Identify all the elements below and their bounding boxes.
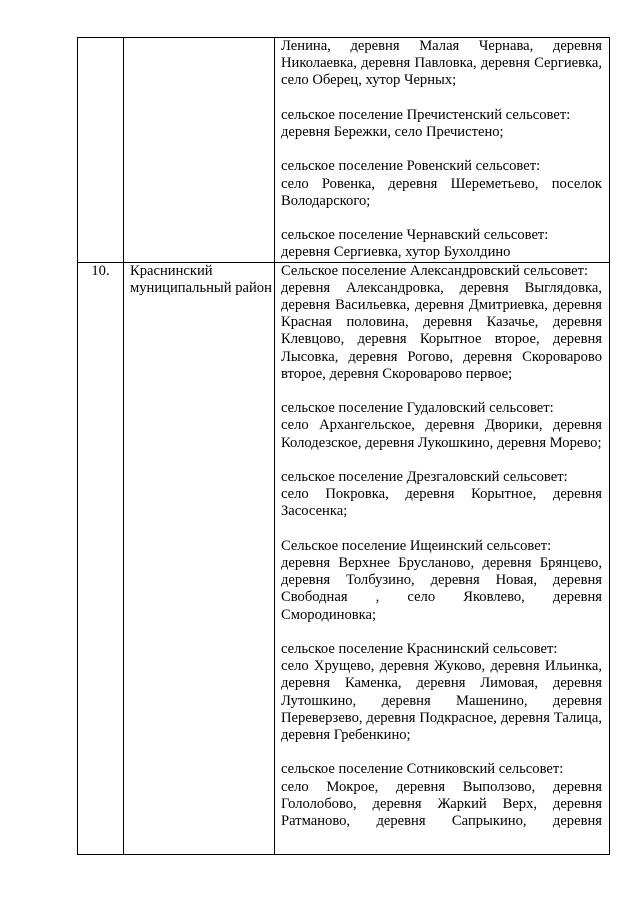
settlement-heading: сельское поселение Краснинский сельсовет: bbox=[281, 641, 558, 657]
village-list: село Ровенка, деревня Шереметьево, поселок Володарского; bbox=[281, 175, 602, 209]
settlement-group bbox=[281, 538, 602, 624]
settlement-group bbox=[281, 38, 602, 90]
village-list: село Мокрое, деревня Выползово, деревня Гололобово, деревня Жаркий Верх, деревня Ратманово, деревня Сапрыкино, деревня bbox=[281, 778, 602, 830]
village-list: деревня Бережки, село Пречистено; bbox=[281, 124, 504, 140]
settlement-heading: сельское поселение Ровенский сельсовет: bbox=[281, 158, 541, 175]
village-list: Ленина, деревня Малая Чернава, деревня Николаевка, деревня Павловка, деревня Сергиевка, село Оберец, хутор Черных; bbox=[281, 38, 602, 89]
settlements-cell bbox=[275, 262, 610, 854]
settlement-heading: сельское поселение Пречистенский сельсовет: bbox=[281, 106, 571, 123]
settlement-group bbox=[281, 400, 602, 452]
district-name-cell bbox=[124, 38, 275, 263]
settlement-heading: Сельское поселение Александровский сельсовет: bbox=[281, 262, 589, 279]
settlements-table bbox=[77, 37, 610, 855]
settlement-heading: сельское поселение Сотниковский сельсовет: bbox=[281, 761, 564, 778]
village-list: село Покровка, деревня Корытное, деревня Засосенка; bbox=[281, 486, 602, 520]
settlement-group bbox=[281, 107, 602, 141]
district-name-cell: Краснинский муниципальный район bbox=[124, 262, 275, 854]
settlement-group bbox=[281, 227, 602, 261]
village-list: деревня Сергиевка, хутор Бухолдино bbox=[281, 244, 511, 261]
row-number-cell bbox=[78, 38, 124, 263]
settlements-cell bbox=[275, 38, 610, 263]
settlement-group bbox=[281, 761, 602, 830]
village-list: деревня Александровка, деревня Выглядовка, деревня Васильевка, деревня Дмитриевка, деревня Красная половина, деревня Казачье, деревня Клевцово, деревня Корытное второе, деревня Лысовка, деревня Рогово, деревня Скороварово второе, деревня Скороварово первое; bbox=[281, 279, 602, 382]
village-list: село Архангельское, деревня Дворики, деревня Колодезское, деревня Лукошкино, деревня Морево; bbox=[281, 417, 602, 451]
settlement-heading: сельское поселение Дрезгаловский сельсовет: bbox=[281, 469, 568, 485]
settlement-group bbox=[281, 263, 602, 383]
table-row bbox=[78, 38, 610, 263]
settlement-group bbox=[281, 641, 602, 744]
settlement-heading: сельское поселение Чернавский сельсовет: bbox=[281, 227, 549, 244]
settlement-group bbox=[281, 158, 602, 210]
table-row bbox=[78, 262, 610, 854]
settlement-heading: Сельское поселение Ищеинский сельсовет: bbox=[281, 537, 552, 554]
village-list: село Хрущево, деревня Жуково, деревня Ильинка, деревня Каменка, деревня Лимовая, деревня Лутошкино, деревня Машенино, деревня Переверзево, деревня Подкрасное, деревня Талица, деревня Гребенкино; bbox=[281, 658, 602, 744]
row-number-cell: 10. bbox=[78, 262, 124, 854]
settlement-group bbox=[281, 469, 602, 521]
village-list: деревня Верхнее Брусланово, деревня Брянцево, деревня Толбузино, деревня Новая, деревня Свободная , село Яковлево, деревня Смородиновка; bbox=[281, 555, 602, 623]
settlement-heading: сельское поселение Гудаловский сельсовет: bbox=[281, 400, 554, 417]
